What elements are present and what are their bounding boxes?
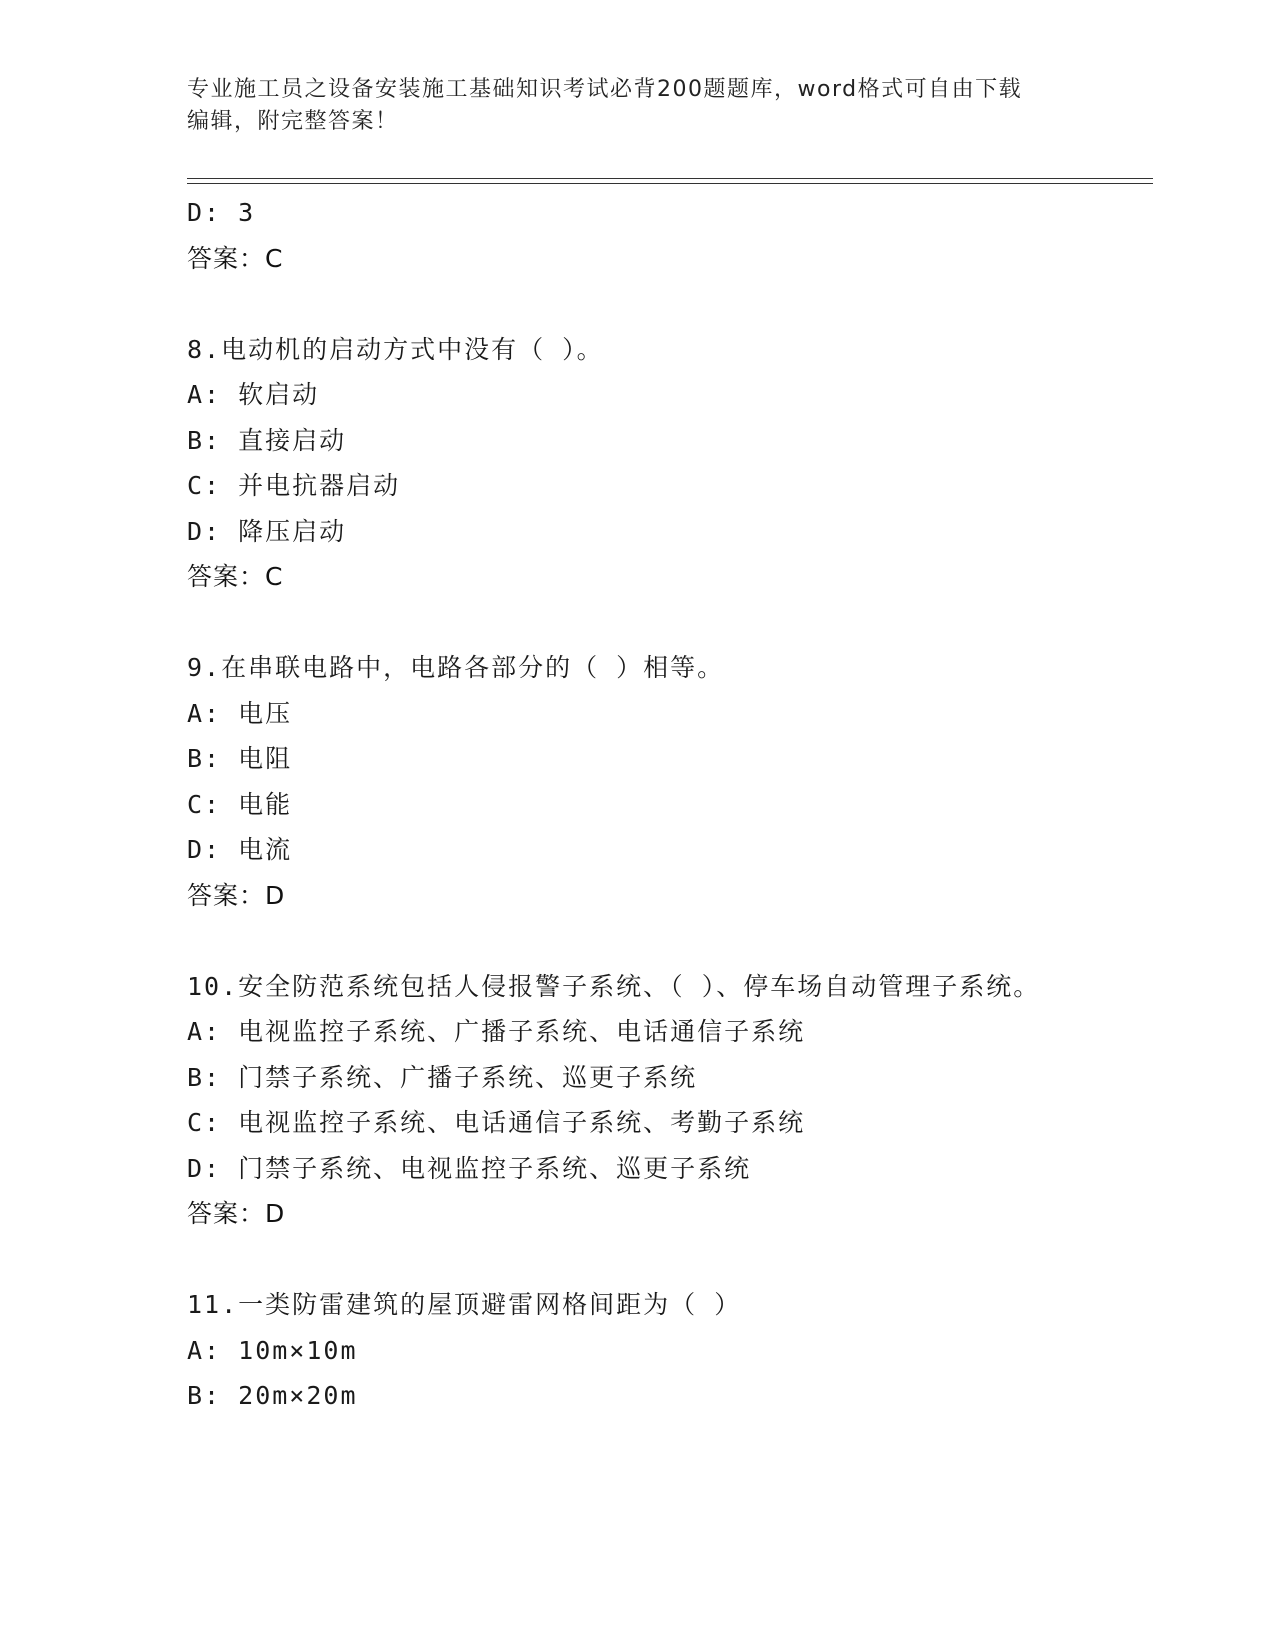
question-stem: 8.电动机的启动方式中没有（ ）。 — [187, 334, 604, 364]
option-b: B: 门禁子系统、广播子系统、巡更子系统 — [187, 1062, 698, 1092]
option-a: A: 电视监控子系统、广播子系统、电话通信子系统 — [187, 1017, 806, 1046]
spacer — [187, 281, 1147, 327]
option-a: A: 10m×10m — [187, 1335, 358, 1365]
spacer — [187, 918, 1147, 964]
header-title-line1: 专业施工员之设备安装施工基础知识考试必背200题题库，word格式可自由下载 — [187, 77, 1023, 102]
option-d: D: 门禁子系统、电视监控子系统、巡更子系统 — [187, 1153, 752, 1183]
question-8 — [187, 327, 1147, 600]
option-b: B: 直接启动 — [187, 425, 347, 455]
spacer — [187, 600, 1147, 646]
option-c: C: 并电抗器启动 — [187, 471, 401, 500]
spacer — [187, 1237, 1147, 1283]
question-10 — [187, 964, 1147, 1237]
option-d: D: 降压启动 — [187, 516, 347, 546]
option-a: A: 电压 — [187, 698, 293, 728]
answer: 答案：C — [187, 562, 284, 591]
answer: 答案：C — [187, 243, 284, 273]
answer: 答案：D — [187, 1199, 286, 1228]
question-list — [187, 190, 1147, 1419]
option-d: D: 3 — [187, 198, 256, 227]
question-stem: 10.安全防范系统包括人侵报警子系统、（ ）、停车场自动管理子系统。 — [187, 971, 1041, 1001]
option-b: B: 20m×20m — [187, 1381, 358, 1410]
question-stem: 11.一类防雷建筑的屋顶避雷网格间距为（ ） — [187, 1290, 742, 1319]
option-b: B: 电阻 — [187, 744, 293, 773]
document-header — [187, 74, 1087, 138]
option-d: D: 电流 — [187, 835, 293, 864]
question-stem: 9.在串联电路中，电路各部分的（ ）相等。 — [187, 653, 725, 682]
header-divider-top — [187, 178, 1153, 179]
option-a: A: 软启动 — [187, 380, 320, 409]
answer: 答案：D — [187, 880, 286, 910]
question-11 — [187, 1282, 1147, 1419]
option-c: C: 电视监控子系统、电话通信子系统、考勤子系统 — [187, 1108, 806, 1137]
question-9 — [187, 645, 1147, 918]
option-c: C: 电能 — [187, 789, 293, 819]
header-divider-bottom — [187, 183, 1153, 184]
header-title-line2: 编辑，附完整答案！ — [187, 109, 399, 134]
